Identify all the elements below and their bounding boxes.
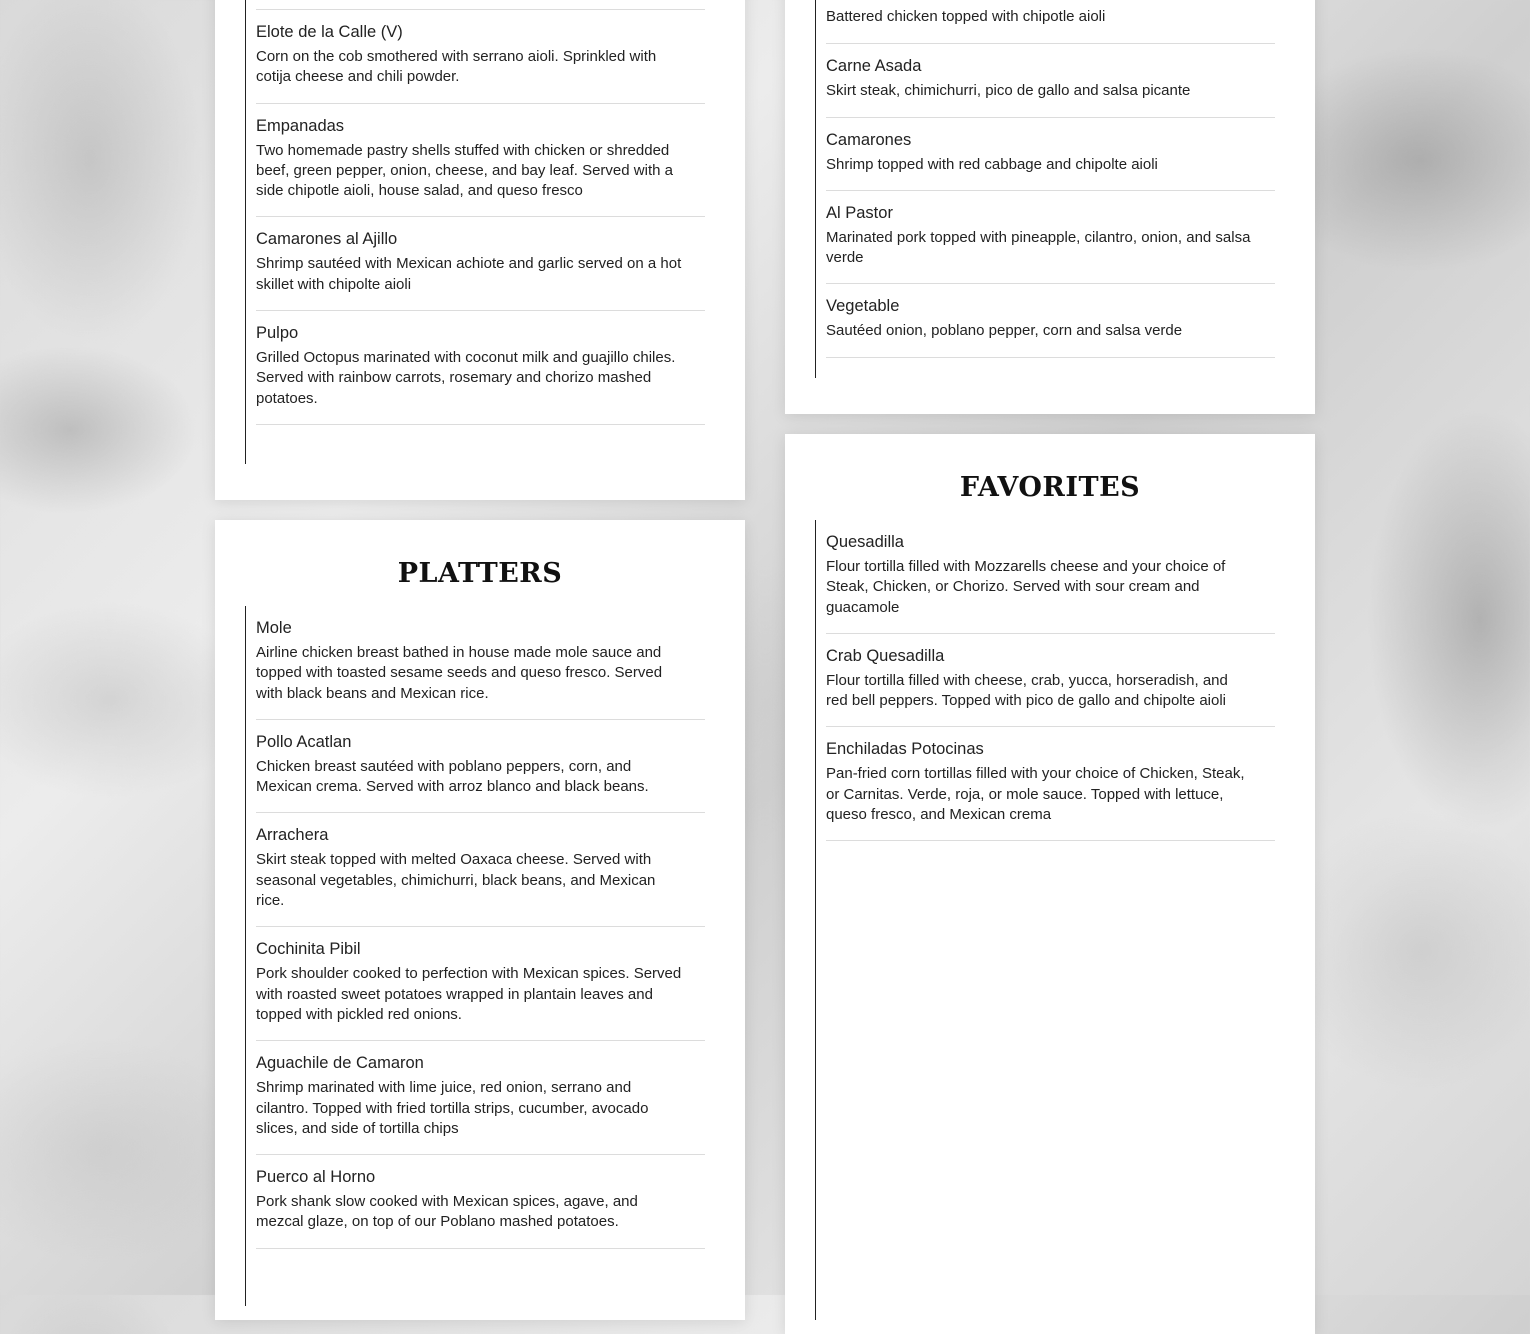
list-item	[256, 0, 705, 10]
menu-item-aguachile-de-camaron	[256, 1041, 705, 1155]
menu-item-name: Empanadas	[256, 116, 345, 135]
menu-item-description: Pan-fried corn tortillas filled with your choice of Chicken, Steak, or Carnitas. Verde, roja, or mole sauce. Topped with lettuce, queso fresco, and Mexican crema	[826, 765, 1245, 824]
menu-item-description: Battered chicken topped with chipotle aioli	[826, 8, 1106, 25]
favorites-list	[815, 520, 1275, 1320]
menu-item-pulpo	[256, 311, 705, 425]
section-title: PLATTERS	[397, 558, 563, 589]
platters-card	[215, 520, 745, 1320]
menu-item-name: Enchiladas Potocinas	[826, 740, 984, 759]
menu-item-description: Skirt steak topped with melted Oaxaca cheese. Served with seasonal vegetables, chimichurri, black beans, and Mexican rice.	[256, 851, 656, 910]
menu-item-name: Camarones	[826, 130, 912, 149]
menu-item-empanadas	[256, 104, 705, 218]
menu-item-quesadilla	[826, 520, 1275, 634]
menu-item-name: Crab Quesadilla	[826, 646, 945, 665]
menu-item-description: Shrimp topped with red cabbage and chipolte aioli	[826, 155, 1158, 173]
menu-item-name: Vegetable	[826, 297, 900, 316]
appetizers-card	[215, 0, 745, 500]
menu-item-crab-quesadilla	[826, 634, 1275, 728]
menu-item-description: Chicken breast sautéed with poblano peppers, corn, and Mexican crema. Served with arroz blanco and black beans.	[256, 757, 649, 796]
favorites-card	[785, 434, 1315, 1334]
menu-item-name: Quesadilla	[826, 533, 904, 551]
menu-item-camarones-al-ajillo	[256, 217, 705, 311]
menu-item-arrachera	[256, 813, 705, 927]
menu-item-name: Puerco al Horno	[256, 1168, 376, 1187]
menu-item-vegetable	[826, 284, 1275, 357]
menu-item-elote	[256, 10, 705, 104]
menu-item-description: Airline chicken breast bathed in house made mole sauce and topped with toasted sesame seeds and queso fresco. Served with black beans and Mexican rice.	[256, 644, 663, 702]
menu-item-mole	[256, 606, 705, 720]
menu-item-description: Two homemade pastry shells stuffed with chicken or shredded beef, green pepper, onion, cheese, and bay leaf. Served with a side chipotle aioli, house salad, and queso fresco	[256, 141, 673, 200]
menu-item-al-pastor	[826, 191, 1275, 285]
menu-item-name: Arrachera	[256, 826, 329, 845]
menu-item-description: Pork shank slow cooked with Mexican spices, agave, and mezcal glaze, on top of our Poblano mashed potatoes.	[256, 1193, 638, 1231]
menu-item-description: Flour tortilla filled with Mozzarells cheese and your choice of Steak, Chicken, or Chorizo. Served with sour cream and guacamole	[826, 558, 1226, 616]
menu-item-description: Corn on the cob smothered with serrano aioli. Sprinkled with cotija cheese and chili powder.	[256, 48, 657, 86]
menu-item-description: Shrimp sautéed with Mexican achiote and garlic served on a hot skillet with chipolte aioli	[256, 255, 682, 293]
menu-item-name: Mole	[256, 619, 292, 637]
menu-item-description: Shrimp marinated with lime juice, red onion, serrano and cilantro. Topped with fried tortilla strips, cucumber, avocado slices, and side of tortilla chips	[256, 1079, 649, 1137]
menu-item-description: Grilled Octopus marinated with coconut milk and guajillo chiles. Served with rainbow carrots, rosemary and chorizo mashed potatoes.	[256, 349, 676, 407]
menu-item-carne-asada	[826, 44, 1275, 117]
menu-item-name: Camarones al Ajillo	[256, 230, 398, 249]
tacos-card	[785, 0, 1315, 414]
appetizers-list	[245, 0, 705, 464]
menu-item-name: Carne Asada	[826, 57, 922, 76]
menu-item-description: Pork shoulder cooked to perfection with Mexican spices. Served with roasted sweet potatoes wrapped in plantain leaves and topped with pickled red onions.	[256, 965, 682, 1023]
tacos-list	[815, 0, 1275, 378]
menu-item-description: Marinated pork topped with pineapple, cilantro, onion, and salsa verde	[826, 228, 1251, 267]
menu-item-partial	[826, 0, 1275, 44]
menu-item-name: Aguachile de Camaron	[256, 1054, 424, 1073]
platters-list	[245, 606, 705, 1306]
menu-item-enchiladas-potocinas	[826, 727, 1275, 841]
menu-item-puerco-al-horno	[256, 1155, 705, 1249]
menu-item-name: Cochinita Pibil	[256, 940, 361, 959]
menu-item-cochinita-pibil	[256, 927, 705, 1041]
menu-item-description: Sautéed onion, poblano pepper, corn and salsa verde	[826, 322, 1183, 340]
section-title: FAVORITES	[959, 472, 1141, 503]
menu-item-description: Skirt steak, chimichurri, pico de gallo and salsa picante	[826, 82, 1191, 100]
menu-item-name: Pollo Acatlan	[256, 732, 352, 751]
menu-item-name: Al Pastor	[826, 203, 893, 222]
menu-item-description: Flour tortilla filled with cheese, crab, yucca, horseradish, and red bell peppers. Topped with pico de gallo and chipolte aioli	[826, 671, 1228, 710]
menu-item-pollo-acatlan	[256, 720, 705, 814]
menu-item-name: Elote de la Calle (V)	[256, 23, 403, 41]
menu-item-name: Pulpo	[256, 324, 299, 343]
menu-item-camarones	[826, 118, 1275, 191]
